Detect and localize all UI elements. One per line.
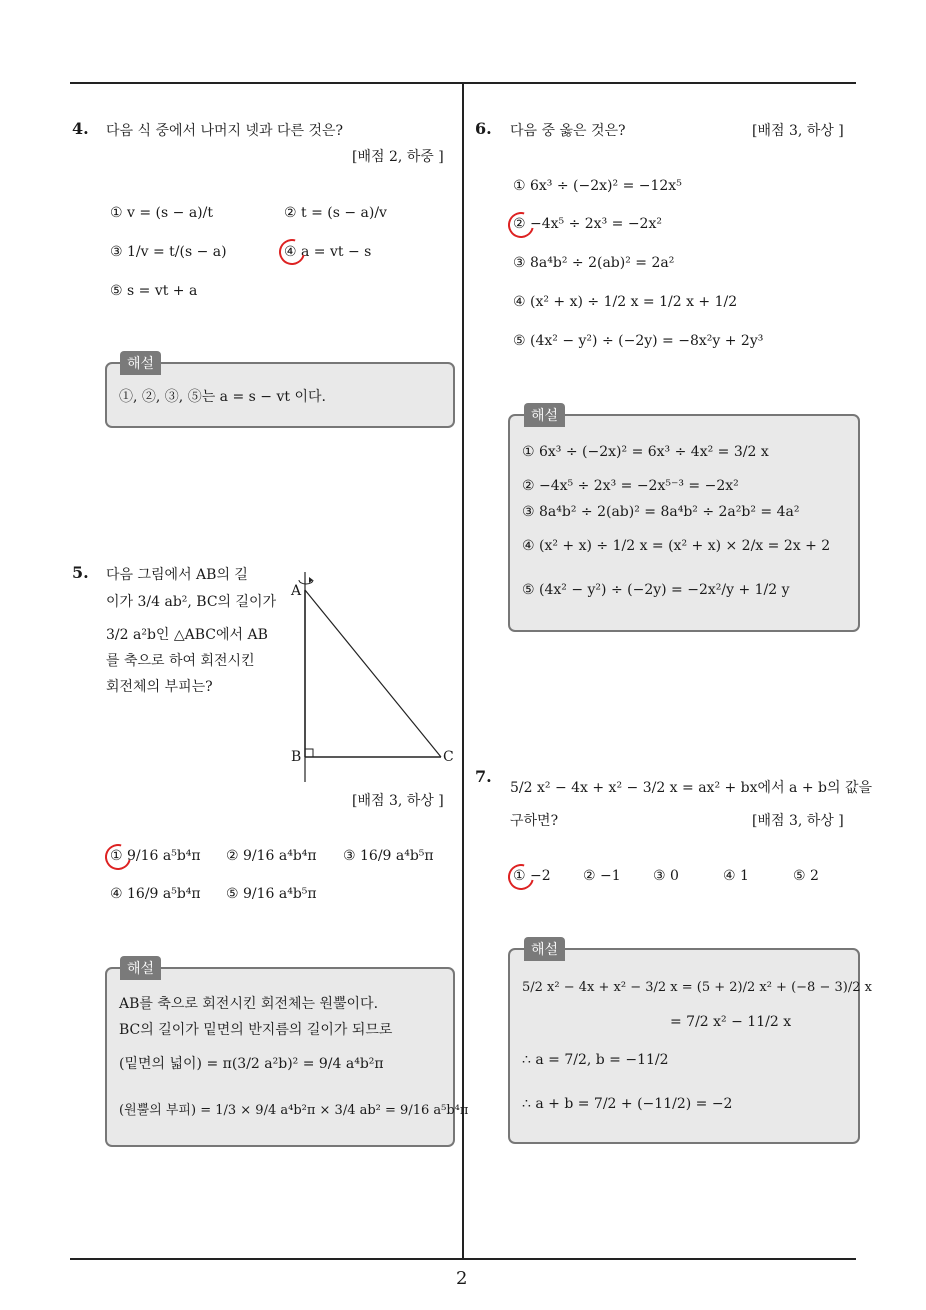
vertex-label-b: B [291, 749, 302, 765]
q7-number: 7. [475, 767, 492, 786]
q6-number: 6. [475, 119, 492, 138]
q7-solution-tag: 해설 [524, 937, 565, 961]
q7-option-4[interactable]: ④ 1 [723, 868, 749, 884]
q4-option-2[interactable]: ② t = (s − a)/v [284, 205, 387, 221]
q7-option-2[interactable]: ② −1 [583, 868, 621, 884]
q5-solution-box [105, 967, 469, 1147]
q4-option-4[interactable]: ④ a = vt − s [284, 244, 372, 260]
page-number: 2 [456, 1268, 468, 1289]
q5-option-2[interactable]: ② 9/16 a⁴b⁴π [226, 848, 317, 864]
answer-circle-mark [503, 859, 539, 895]
q6-solution-box [508, 414, 860, 632]
q5-option-5[interactable]: ⑤ 9/16 a⁴b⁵π [226, 886, 317, 902]
q7-text-line-1: 5/2 x² − 4x + x² − 3/2 x = ax² + bx에서 a + b의 값을 [510, 780, 873, 796]
q4-text: 다음 식 중에서 나머지 넷과 다른 것은? [106, 123, 344, 139]
q5-text-line-4: 를 축으로 하여 회전시킨 [106, 653, 255, 669]
vertex-label-a: A [291, 583, 302, 599]
q6-option-4[interactable]: ④ (x² + x) ÷ 1/2 x = 1/2 x + 1/2 [513, 294, 738, 310]
q7-text-line-2: 구하면? [510, 813, 559, 829]
q6-solution-tag: 해설 [524, 403, 565, 427]
q6-option-3[interactable]: ③ 8a⁴b² ÷ 2(ab)² = 2a² [513, 255, 675, 271]
q5-option-1[interactable]: ① 9/16 a⁵b⁴π [110, 848, 201, 864]
q6-score: [배점 3, 하상 ] [752, 123, 844, 139]
q6-option-1[interactable]: ① 6x³ ÷ (−2x)² = −12x⁵ [513, 178, 682, 194]
answer-circle-mark [100, 839, 136, 875]
q4-number: 4. [72, 119, 89, 138]
q6-text: 다음 중 옳은 것은? [510, 123, 626, 139]
q5-solution-line-4: (원뿔의 부피) = 1/3 × 9/4 a⁴b²π × 3/4 ab² = 9/16 a⁵b⁴π [119, 1103, 469, 1118]
q6-solution-line-5: ⑤ (4x² − y²) ÷ (−2y) = −2x²/y + 1/2 y [522, 582, 790, 598]
q5-solution-line-1: AB를 축으로 회전시킨 회전체는 원뿔이다. [119, 996, 379, 1012]
answer-circle-mark [503, 207, 539, 243]
q4-solution-tag: 해설 [120, 351, 161, 375]
q6-solution-line-3: ③ 8a⁴b² ÷ 2(ab)² = 8a⁴b² ÷ 2a²b² = 4a² [522, 504, 800, 520]
q6-solution-line-4: ④ (x² + x) ÷ 1/2 x = (x² + x) × 2/x = 2x + 2 [522, 538, 831, 554]
answer-circle-mark [274, 234, 310, 270]
q5-score: [배점 3, 하상 ] [352, 793, 444, 809]
q4-option-3[interactable]: ③ 1/v = t/(s − a) [110, 244, 227, 260]
q5-option-3[interactable]: ③ 16/9 a⁴b⁵π [343, 848, 434, 864]
q5-number: 5. [72, 563, 89, 582]
q6-solution-line-1: ① 6x³ ÷ (−2x)² = 6x³ ÷ 4x² = 3/2 x [522, 444, 769, 460]
q5-solution-tag: 해설 [120, 956, 161, 980]
q5-text-line-1: 다음 그림에서 AB의 길 [106, 567, 248, 583]
q7-solution-line-3: ∴ a = 7/2, b = −11/2 [522, 1052, 669, 1068]
q4-solution-line: ①, ②, ③, ⑤는 a = s − vt 이다. [119, 389, 326, 405]
q7-solution-box [508, 948, 872, 1144]
column-divider [462, 82, 464, 1260]
q7-score: [배점 3, 하상 ] [752, 813, 844, 829]
q4-option-1[interactable]: ① v = (s − a)/t [110, 205, 213, 221]
q5-option-4[interactable]: ④ 16/9 a⁵b⁴π [110, 886, 201, 902]
q7-solution-line-1: 5/2 x² − 4x + x² − 3/2 x = (5 + 2)/2 x² + (−8 − 3)/2 x [522, 980, 872, 995]
triangle-figure [285, 570, 460, 785]
q5-solution-line-3: (밑면의 넓이) = π(3/2 a²b)² = 9/4 a⁴b²π [119, 1056, 384, 1072]
q7-option-1[interactable]: ① −2 [513, 868, 551, 884]
q5-text-line-3: 3/2 a²b인 △ABC에서 AB [106, 627, 268, 643]
q7-option-5[interactable]: ⑤ 2 [793, 868, 819, 884]
vertex-label-c: C [443, 749, 454, 765]
q6-solution-line-2: ② −4x⁵ ÷ 2x³ = −2x⁵⁻³ = −2x² [522, 478, 739, 494]
q5-text-line-5: 회전체의 부피는? [106, 679, 213, 695]
q5-solution-line-2: BC의 길이가 밑면의 반지름의 길이가 되므로 [119, 1022, 393, 1038]
q4-score: [배점 2, 하중 ] [352, 149, 444, 165]
q5-text-line-2: 이가 3/4 ab², BC의 길이가 [106, 594, 277, 610]
bottom-rule [70, 1258, 856, 1260]
q6-option-2[interactable]: ② −4x⁵ ÷ 2x³ = −2x² [513, 216, 662, 232]
q4-option-5[interactable]: ⑤ s = vt + a [110, 283, 198, 299]
q7-solution-line-2: = 7/2 x² − 11/2 x [670, 1014, 792, 1030]
q7-option-3[interactable]: ③ 0 [653, 868, 679, 884]
q7-solution-line-4: ∴ a + b = 7/2 + (−11/2) = −2 [522, 1096, 733, 1112]
q6-option-5[interactable]: ⑤ (4x² − y²) ÷ (−2y) = −8x²y + 2y³ [513, 333, 764, 349]
